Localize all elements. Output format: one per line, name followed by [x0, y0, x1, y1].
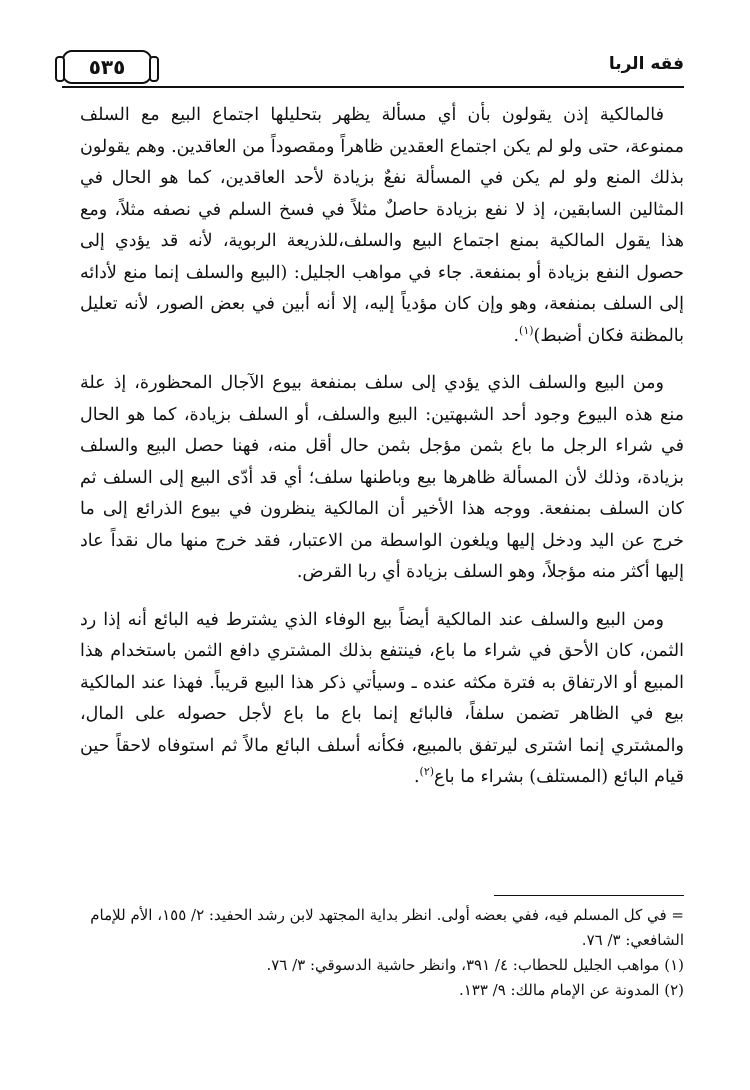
- footnote-ref-1: (١): [519, 323, 534, 337]
- paragraph-1-text: فالمالكية إذن يقولون بأن أي مسألة يظهر بتحليلها اجتماع البيع مع السلف ممنوعة، حتى ولو لم يكن اجتماع العقدين ظاهراً ومقصوداً من العاقدين. وهم يقولون بذلك المنع ولو لم يكن في المسألة نفعٌ بزيادة لأحد العاقدين، كما هو الحال في المثالين السابقين، إذ لا نفع بزيادة حاصلٌ مثلاً في فسخ السلم في نصفه مثلاً، ومع هذا يقول المالكية بمنع اجتماع البيع والسلف،للذريعة الربوية، لأنه قد يؤدي إلى حصول النفع بزيادة أو بمنفعة. جاء في مواهب الجليل: (البيع والسلف إنما منع لأدائه إلى السلف بمنفعة، وهو وإن كان مؤدياً إليه، إلا أنه أبين في بعض الصور، لأنه تعليل بالمظنة فكان أضبط): [80, 105, 684, 346]
- footnote-continued: = في كل المسلم فيه، ففي بعضه أولى. انظر بداية المجتهد لابن رشد الحفيد: ٢/ ١٥٥، الأم للإمام الشافعي: ٣/ ٧٦.: [90, 906, 684, 949]
- footnote-separator: [494, 895, 684, 896]
- paragraph-3: [80, 605, 684, 794]
- footnote-ref-2: (٢): [419, 765, 435, 779]
- paragraph-3-text: ومن البيع والسلف عند المالكية أيضاً بيع الوفاء الذي يشترط فيه البائع أنه إذا رد الثمن، كان الأحق في شراء ما باع، فينتفع بذلك المشتري دافع الثمن باستخدام هذا المبيع أو الارتفاق به فترة مكثه عنده ـ وسيأتي ذكر هذا البيع قريباً. فهذا عند المالكية بيع في الظاهر تضمن سلفاً، فالبائع إنما باع ما باع لأجل حصوله على المال، والمشتري إنما اشترى ليرتفق بالمبيع، فكأنه أسلف البائع مالاً ثم استوفاه لاحقاً حين قيام البائع (المستلف) بشراء ما باع: [80, 609, 684, 787]
- page-number: ٥٣٥: [62, 50, 152, 84]
- header-rule: [62, 86, 684, 88]
- running-title: فقه الربا: [608, 54, 684, 74]
- paragraph-1-end: .: [513, 325, 520, 346]
- footnote-2: (٢) المدونة عن الإمام مالك: ٩/ ١٣٣.: [458, 981, 684, 999]
- paragraph-2-text: ومن البيع والسلف الذي يؤدي إلى سلف بمنفعة بيوع الآجال المحظورة، إذ علة منع هذه البيوع وجود أحد الشبهتين: البيع والسلف، أو السلف بزيادة، كما هو الحال في شراء الرجل ما باع بثمن مؤجل بثمن حال أقل منه، فهنا حصل البيع والسلف بزيادة، وذلك لأن المسألة ظاهرها بيع وباطنها سلف؛ أي قد أدّى البيع إلى السلف ثم كان السلف بمنفعة. ووجه هذا الأخير أن المالكية ينظرون في بيوع الذرائع إلى ما خرج عن اليد ودخل إليها ويلغون الواسطة من الاعتبار، فقد خرج منها مال نقداً عاد إليها أكثر منه مؤجلاً، وهو السلف بزيادة أي ربا القرض.: [80, 373, 684, 582]
- paragraph-2: [80, 368, 684, 589]
- footnotes: [70, 903, 684, 1003]
- footnote-1: (١) مواهب الجليل للحطاب: ٤/ ٣٩١، وانظر حاشية الدسوقي: ٣/ ٧٦.: [266, 956, 684, 974]
- paragraph-3-end: .: [413, 767, 420, 787]
- main-text: [80, 100, 684, 810]
- page-header: [62, 50, 684, 84]
- paragraph-1: [80, 100, 684, 352]
